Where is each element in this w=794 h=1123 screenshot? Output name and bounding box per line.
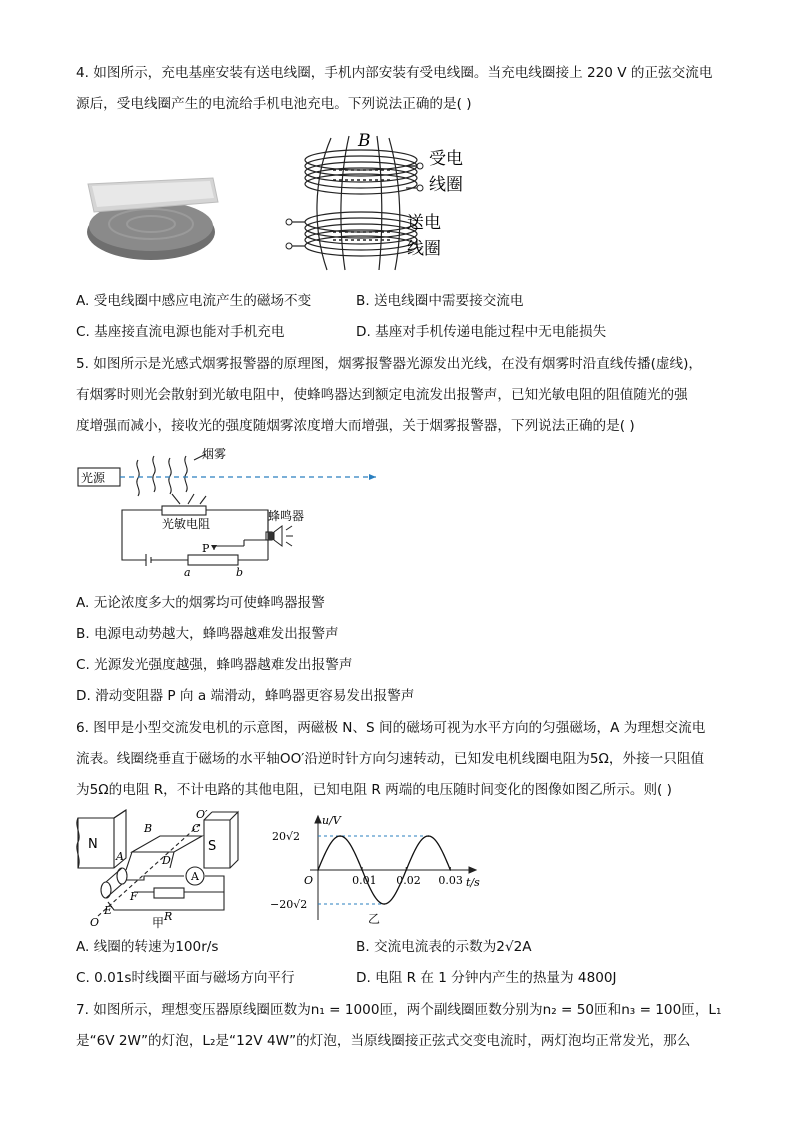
send-coil-label-2: 线圈 bbox=[407, 239, 441, 259]
slider-P-label: P bbox=[202, 542, 210, 555]
q7-stem-line2: 是“6V 2W”的灯泡，L₂是“12V 4W”的灯泡，当原线圈接正弦式交变电流时，两灯泡均正常发光，那么 bbox=[76, 1033, 691, 1049]
coil-D-label: D bbox=[162, 854, 171, 867]
q5-stem-line2: 有烟雾时则光会散射到光敏电阻中，使蜂鸣器达到额定电流发出报警声，已知光敏电阻的阻值随光的强 bbox=[76, 387, 688, 403]
x-axis-arrow bbox=[469, 867, 476, 873]
q6-option-c[interactable]: C. 0.01s时线圈平面与磁场方向平行 bbox=[76, 970, 295, 986]
figure-yi-label: 乙 bbox=[368, 912, 381, 926]
q7-stem-line1: 7. 如图所示，理想变压器原线圈匝数为n₁ = 1000匝，两个副线圈匝数分别为n₂ = 50匝和n₃ = 100匝，L₁ bbox=[76, 1002, 722, 1018]
smoke-label: 烟雾 bbox=[202, 447, 227, 461]
x-tick-label: 0.02 bbox=[396, 874, 421, 887]
pole-N-label: N bbox=[88, 837, 98, 852]
x-tick-label: 0.03 bbox=[438, 874, 463, 887]
q5-option-c[interactable]: C. 光源发光强度越强，蜂鸣器越难发出报警声 bbox=[76, 657, 353, 673]
data-point bbox=[383, 903, 385, 905]
terminal-b-label: b bbox=[236, 566, 244, 579]
q5-stem-line1: 5. 如图所示是光感式烟雾报警器的原理图，烟雾报警器光源发出光线，在没有烟雾时沿直线传播(虚线)， bbox=[76, 356, 703, 372]
brush-F-label: F bbox=[130, 890, 138, 903]
generator-diagram bbox=[74, 806, 244, 930]
coil-diagram bbox=[283, 130, 483, 280]
data-point bbox=[339, 835, 341, 837]
y-axis-arrow bbox=[315, 816, 321, 823]
q6-option-d[interactable]: D. 电阻 R 在 1 分钟内产生的热量为 4800J bbox=[356, 970, 617, 986]
field-B-label: B bbox=[358, 131, 371, 151]
q5-option-b[interactable]: B. 电源电动势越大，蜂鸣器越难发出报警声 bbox=[76, 626, 339, 642]
q6-stem-line2: 流表。线圈绕垂直于磁场的水平轴OO′沿逆时针方向匀速转动，已知发电机线圈电阻为5Ω，外接一只阻值 bbox=[76, 751, 705, 767]
y-tick-label: −20√2 bbox=[270, 898, 308, 911]
buzzer-icon bbox=[268, 526, 293, 546]
axis-Oprime-label: O′ bbox=[196, 808, 208, 821]
terminal-a-label: a bbox=[184, 566, 191, 579]
light-source-label: 光源 bbox=[81, 471, 106, 485]
q4-stem-line1: 4. 如图所示，充电基座安装有送电线圈，手机内部安装有受电线圈。当充电线圈接上 220 V 的正弦交流电 bbox=[76, 65, 713, 81]
photoresistor-label: 光敏电阻 bbox=[162, 517, 211, 531]
data-point bbox=[317, 869, 319, 871]
buzzer-label: 蜂鸣器 bbox=[268, 509, 305, 523]
q6-stem-line3: 为5Ω的电阻 R，不计电路的其他电阻，已知电阻 R 两端的电压随时间变化的图像如图乙所示。则( ) bbox=[76, 782, 672, 798]
coil-B-label: B bbox=[144, 822, 153, 835]
pole-S-label: S bbox=[208, 839, 217, 854]
phone-charger-photo bbox=[78, 168, 223, 268]
coil-C-label: C bbox=[192, 822, 201, 835]
q5-option-d[interactable]: D. 滑动变阻器 P 向 a 端滑动，蜂鸣器更容易发出报警声 bbox=[76, 688, 415, 704]
resistor-R-label: R bbox=[164, 910, 173, 923]
brush-E-label: E bbox=[104, 904, 113, 917]
q4-option-c[interactable]: C. 基座接直流电源也能对手机充电 bbox=[76, 324, 285, 340]
origin-label: O bbox=[304, 874, 314, 887]
receive-coil-label-2: 线圈 bbox=[429, 175, 463, 195]
figure-jia-label: 甲 bbox=[152, 916, 165, 930]
receive-coil-label-1: 受电 bbox=[429, 149, 463, 169]
q5-stem-line3: 度增强而减小，接收光的强度随烟雾浓度增大而增强，关于烟雾报警器，下列说法正确的是( ) bbox=[76, 418, 635, 434]
x-axis-label: t/s bbox=[466, 876, 480, 889]
q4-option-b[interactable]: B. 送电线圈中需要接交流电 bbox=[356, 293, 524, 309]
q6-stem-line1: 6. 图甲是小型交流发电机的示意图，两磁极 N、S 间的磁场可视为水平方向的匀强磁场，A 为理想交流电 bbox=[76, 720, 706, 736]
send-coil-label-1: 送电 bbox=[407, 213, 441, 233]
y-axis-label: u/V bbox=[322, 814, 341, 827]
q6-option-b[interactable]: B. 交流电流表的示数为2√2A bbox=[356, 939, 532, 955]
axis-O-label: O bbox=[90, 916, 100, 929]
y-tick-label: 20√2 bbox=[272, 830, 301, 843]
q4-option-d[interactable]: D. 基座对手机传递电能过程中无电能损失 bbox=[356, 324, 607, 340]
q6-option-a[interactable]: A. 线圈的转速为100r/s bbox=[76, 939, 219, 955]
smoke-alarm-circuit bbox=[76, 446, 406, 581]
q4-option-a[interactable]: A. 受电线圈中感应电流产生的磁场不变 bbox=[76, 293, 312, 309]
ammeter-label: A bbox=[191, 870, 199, 883]
q5-option-a[interactable]: A. 无论浓度多大的烟雾均可使蜂鸣器报警 bbox=[76, 595, 325, 611]
x-tick-label: 0.01 bbox=[352, 874, 377, 887]
data-point bbox=[427, 835, 429, 837]
coil-A-label: A bbox=[116, 850, 124, 863]
q4-stem-line2: 源后，受电线圈产生的电流给手机电池充电。下列说法正确的是( ) bbox=[76, 96, 472, 112]
